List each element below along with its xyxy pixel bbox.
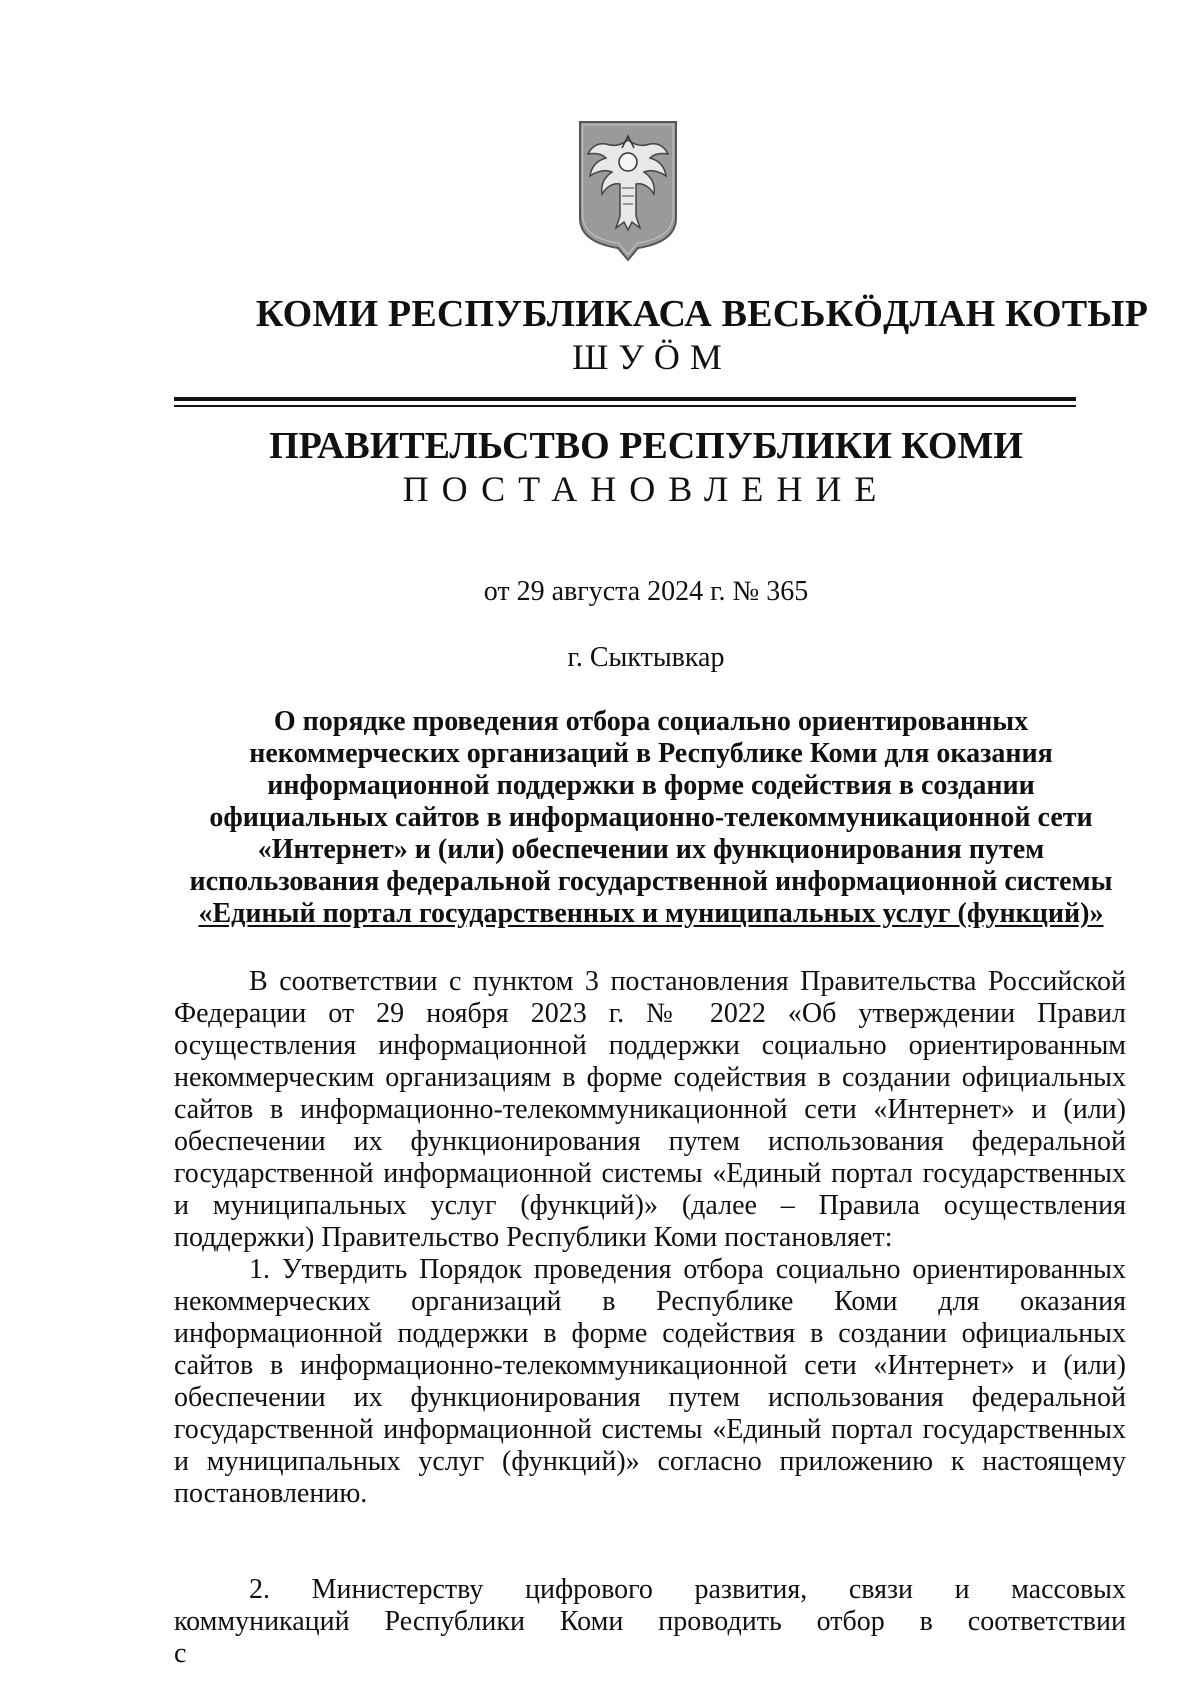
document-date-number: от 29 августа 2024 г. № 365 bbox=[483, 576, 809, 607]
document-title bbox=[176, 706, 1126, 930]
header-divider-thick bbox=[174, 397, 1076, 401]
title-line: О порядке проведения отбора социально ориентированных bbox=[273, 706, 1029, 737]
title-line: официальных сайтов в информационно-телекоммуникационной сети bbox=[209, 802, 1093, 833]
komi-authority-name: КОМИ РЕСПУБЛИКАСА ВЕСЬКӦДЛАН КОТЫР bbox=[255, 293, 1149, 335]
title-line: некоммерческих организаций в Республике Коми для оказания bbox=[249, 738, 1053, 769]
title-line: «Интернет» и (или) обеспечении их функционирования путем bbox=[257, 834, 1045, 865]
item-2-text: 2. Министерству цифрового развития, связи и массовых коммуникаций Республики Коми проводить отбор в соответствии с bbox=[174, 1574, 1126, 1669]
russian-authority-name: ПРАВИТЕЛЬСТВО РЕСПУБЛИКИ КОМИ bbox=[269, 425, 1023, 467]
header-divider-thin bbox=[174, 405, 1076, 407]
russian-act-type: ПОСТАНОВЛЕНИЕ bbox=[402, 469, 890, 509]
item-1-paragraph: 1. Утвердить Порядок проведения отбора социально ориентированных некоммерческих организаций в Республике Коми для оказания информационной поддержки в форме содействия в создании официальных сайтов в информационно-телекоммуникационной сети «Интернет» и (или) обеспечении их функционирования путем использования федеральной государственной информационной системы «Единый портал государственных и муниципальных услуг (функций)» согласно приложению к настоящему постановлению. bbox=[174, 1254, 1126, 1509]
document-city: г. Сыктывкар bbox=[567, 642, 725, 673]
item-2-paragraph bbox=[174, 1574, 1126, 1670]
komi-act-type: ШУӦМ bbox=[572, 337, 732, 377]
komi-coat-of-arms-icon bbox=[576, 118, 680, 262]
title-line: информационной поддержки в форме содействия в создании bbox=[267, 770, 1035, 801]
title-line: использования федеральной государственной информационной системы bbox=[189, 866, 1113, 897]
title-line-underlined: «Единый портал государственных и муниципальных услуг (функций)» bbox=[198, 898, 1104, 929]
preamble-paragraph: В соответствии с пунктом 3 постановления Правительства Российской Федерации от 29 ноября 2023 г. № 2022 «Об утверждении Правил осуществления информационной поддержки социально ориентированным некоммерческим организациям в форме содействия в создании официальных сайтов в информационно-телекоммуникационной сети «Интернет» и (или) обеспечении их функционирования путем использования федеральной государственной информационной системы «Единый портал государственных и муниципальных услуг (функций)» (далее – Правила осуществления поддержки) Правительство Республики Коми постановляет: bbox=[174, 966, 1126, 1253]
